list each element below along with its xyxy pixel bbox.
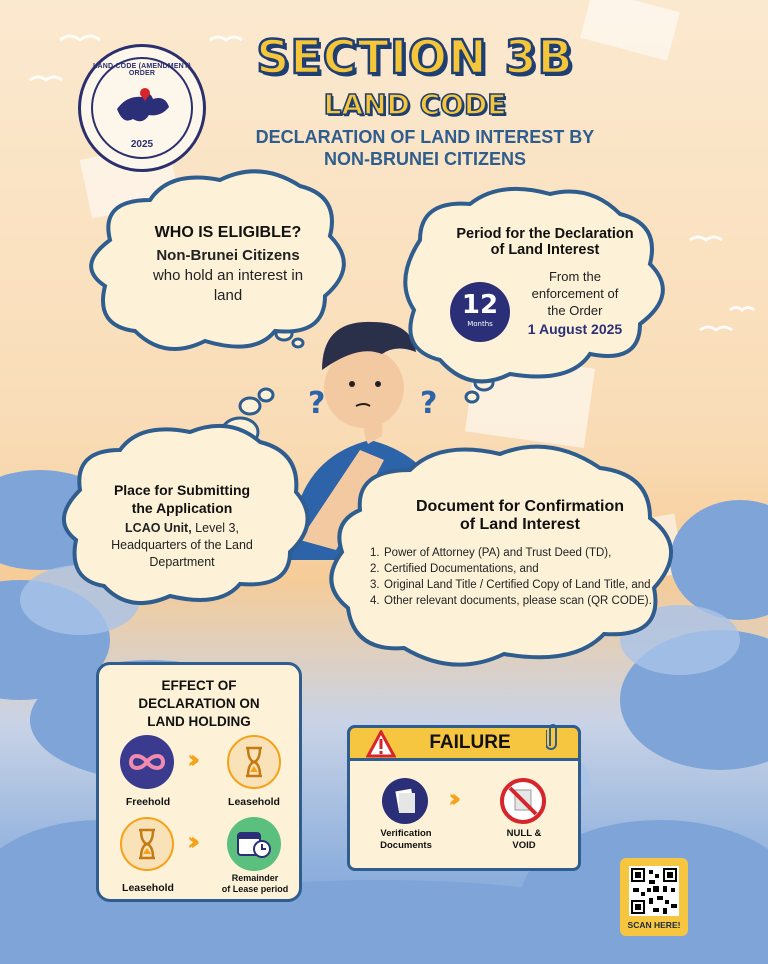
document-list bbox=[370, 545, 670, 609]
period-detail bbox=[515, 268, 635, 339]
freehold-infinity-icon bbox=[120, 735, 174, 789]
document-list-item bbox=[370, 577, 670, 593]
place-bubble bbox=[92, 481, 272, 571]
period-bubble bbox=[440, 226, 650, 258]
item-text: Other relevant documents, please scan (QR CODE). bbox=[384, 595, 652, 607]
effect-title-line3: LAND HOLDING bbox=[147, 714, 251, 729]
months-badge bbox=[450, 282, 510, 342]
eligible-line2: who hold an interest in bbox=[152, 267, 304, 284]
document-heading-line1: Document for Confirmation bbox=[416, 498, 624, 515]
arrow-chevron-icon: ›› bbox=[187, 827, 193, 857]
failure-to-line2: VOID bbox=[512, 840, 536, 851]
arrow-chevron-icon: ›› bbox=[448, 784, 454, 814]
row1-to-label: Leasehold bbox=[228, 796, 280, 808]
row2-to-line1: Remainder bbox=[231, 873, 279, 883]
item-text: Power of Attorney (PA) and Trust Deed (TD), bbox=[384, 547, 612, 559]
item-text: Certified Documentations, and bbox=[384, 563, 539, 575]
calendar-clock-icon bbox=[227, 817, 281, 871]
page-title-secondary: LAND CODE bbox=[323, 88, 507, 121]
failure-from-line1: Verification bbox=[380, 828, 432, 839]
period-from-line1: From the bbox=[548, 269, 601, 284]
effect-title bbox=[99, 677, 299, 731]
eligible-bubble bbox=[118, 224, 338, 306]
leasehold-hourglass-icon bbox=[120, 817, 174, 871]
document-list-item bbox=[370, 593, 670, 609]
period-from-line3: the Order bbox=[547, 303, 603, 318]
seal-year: 2025 bbox=[130, 139, 154, 150]
months-number: 12 bbox=[461, 290, 499, 320]
place-heading-line2: the Application bbox=[131, 500, 233, 516]
eligible-bold-line: Non-Brunei Citizens bbox=[156, 247, 300, 264]
place-line2: Headquarters of the Land bbox=[111, 538, 253, 552]
row1-from-label: Freehold bbox=[125, 796, 171, 808]
failure-to-label bbox=[484, 828, 564, 852]
warning-icon bbox=[366, 730, 396, 758]
effect-panel bbox=[96, 662, 302, 902]
qr-code-icon bbox=[629, 866, 679, 916]
period-heading-line2: of Land Interest bbox=[490, 242, 600, 258]
verification-documents-icon bbox=[382, 778, 428, 824]
failure-to-line1: NULL & bbox=[506, 828, 542, 839]
place-heading-line1: Place for Submitting bbox=[113, 482, 251, 498]
document-heading-line2: of Land Interest bbox=[459, 516, 580, 533]
item-number: 4. bbox=[370, 595, 380, 607]
place-unit-rest: Level 3, bbox=[191, 521, 239, 535]
failure-from-label bbox=[364, 828, 448, 852]
null-void-icon bbox=[500, 778, 546, 824]
page-title: SECTION 3B bbox=[256, 30, 574, 84]
eligible-heading: WHO IS ELIGIBLE? bbox=[154, 224, 302, 241]
effect-title-line1: EFFECT OF bbox=[161, 678, 237, 693]
document-list-item bbox=[370, 561, 670, 577]
seal-arc-text: LAND CODE (AMENDMENT) ORDER bbox=[93, 63, 191, 77]
row2-to-label bbox=[211, 873, 299, 895]
paperclip-icon bbox=[546, 722, 560, 750]
item-text: Original Land Title / Certified Copy of Land Title, and bbox=[384, 579, 651, 591]
leasehold-hourglass-icon bbox=[227, 735, 281, 789]
eligible-line3: land bbox=[213, 287, 243, 304]
svg-text:?: ? bbox=[420, 386, 438, 421]
row2-from-label: Leasehold bbox=[122, 882, 174, 894]
row2-to-line2: of Lease period bbox=[221, 884, 289, 894]
months-label: Months bbox=[467, 320, 493, 328]
arrow-chevron-icon: ›› bbox=[187, 745, 193, 775]
item-number: 1. bbox=[370, 547, 380, 559]
failure-header bbox=[347, 725, 581, 761]
item-number: 2. bbox=[370, 563, 380, 575]
place-unit-bold: LCAO Unit, bbox=[125, 521, 192, 535]
qr-scan-label: SCAN HERE! bbox=[627, 920, 681, 930]
place-line3: Department bbox=[149, 555, 215, 569]
period-date: 1 August 2025 bbox=[527, 321, 623, 337]
period-from-line2: enforcement of bbox=[531, 286, 619, 301]
subtitle-line2: NON-BRUNEI CITIZENS bbox=[324, 149, 526, 169]
document-bubble bbox=[370, 498, 670, 534]
document-list-item bbox=[370, 545, 670, 561]
place-unit-line bbox=[92, 520, 272, 537]
effect-title-line2: DECLARATION ON bbox=[138, 696, 260, 711]
failure-title: FAILURE bbox=[429, 732, 511, 753]
period-heading-line1: Period for the Declaration bbox=[456, 226, 634, 242]
failure-panel bbox=[347, 725, 581, 871]
item-number: 3. bbox=[370, 579, 380, 591]
subtitle-line1: DECLARATION OF LAND INTEREST BY bbox=[255, 127, 595, 147]
failure-from-line2: Documents bbox=[380, 840, 432, 851]
qr-code-card[interactable] bbox=[620, 858, 688, 936]
svg-text:?: ? bbox=[308, 386, 326, 421]
